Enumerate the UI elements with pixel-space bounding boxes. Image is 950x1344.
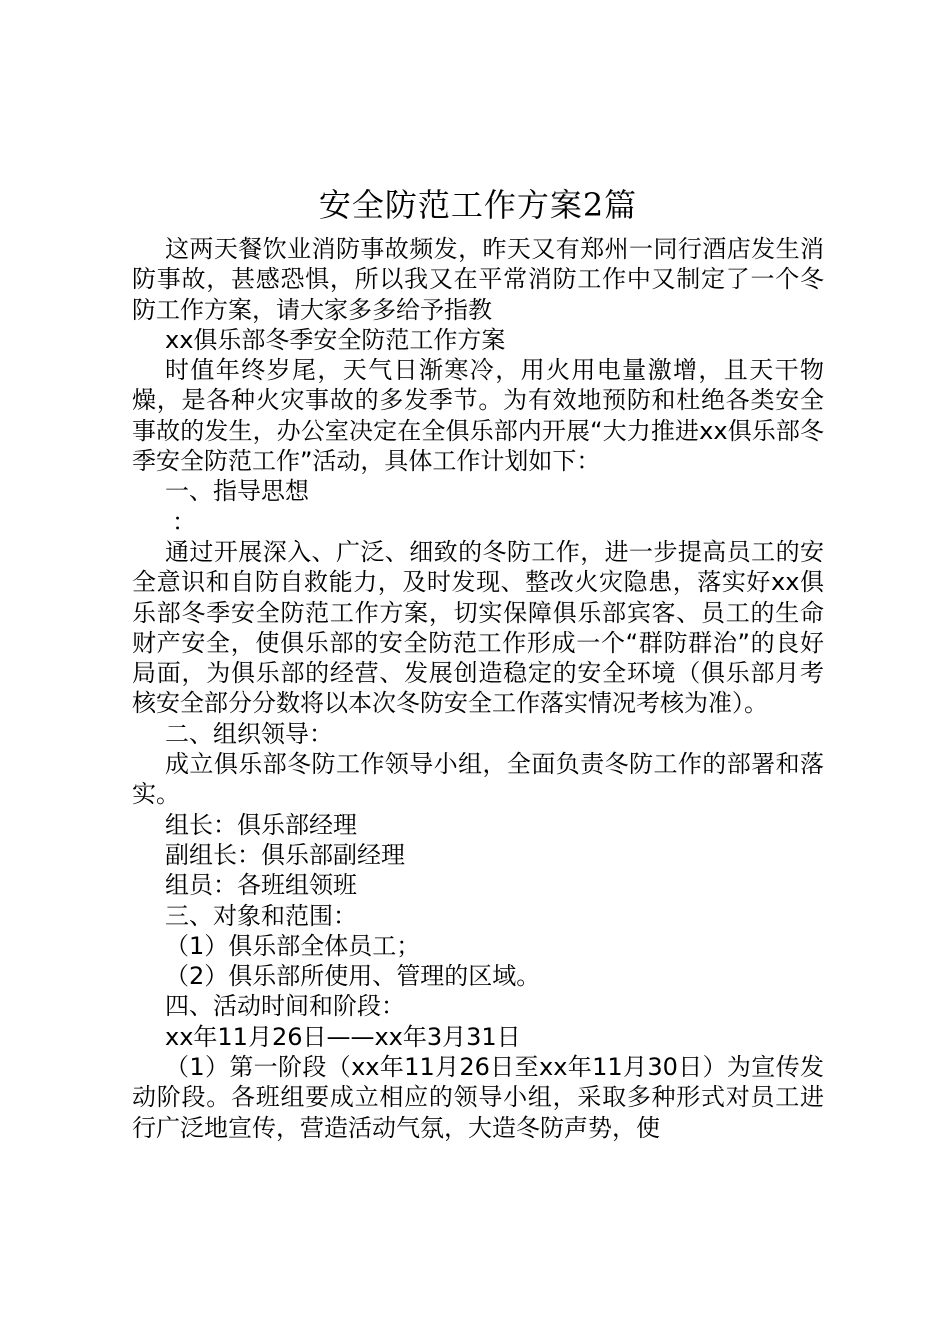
leader-line: 组长：俱乐部经理 (165, 810, 357, 839)
members-line: 组员：各班组领班 (165, 871, 357, 900)
phase-one-paragraph: （1）第一阶段（xx年11月26日至xx年11月30日）为宣传发动阶段。各班组要成立相应的领导小组，采取多种形式对员工进行广泛地宣传，营造活动气氛，大造冬防声势，使 (132, 1053, 824, 1142)
plan-heading: xx俱乐部冬季安全防范工作方案 (165, 325, 506, 354)
section-heading-2: 二、组织领导： (165, 719, 333, 748)
section-heading-3: 三、对象和范围： (165, 901, 357, 930)
organization-paragraph: 成立俱乐部冬防工作领导小组，全面负责冬防工作的部署和落实。 (132, 750, 824, 809)
document-title: 安全防范工作方案2篇 (318, 186, 638, 224)
section-heading-1: 一、指导思想 (165, 477, 309, 506)
guiding-idea-paragraph: 通过开展深入、广泛、细致的冬防工作，进一步提高员工的安全意识和自防自救能力，及时发现、整改火灾隐患，落实好xx俱乐部冬季安全防范工作方案，切实保障俱乐部宾客、员工的生命财产安全，使俱乐部的安全防范工作形成一个“群防群治”的良好局面，为俱乐部的经营、发展创造稳定的安全环境（俱乐部月考核安全部分分数将以本次冬防安全工作落实情况考核为准）。 (132, 537, 824, 718)
date-range-line: xx年11月26日——xx年3月31日 (165, 1022, 521, 1051)
colon-line: ： (172, 507, 196, 536)
scope-item-2: （2）俱乐部所使用、管理的区域。 (165, 962, 541, 991)
section-heading-4: 四、活动时间和阶段： (165, 992, 405, 1021)
intro-paragraph: 这两天餐饮业消防事故频发，昨天又有郑州一同行酒店发生消防事故，甚感恐惧，所以我又在平常消防工作中又制定了一个冬防工作方案，请大家多多给予指教 (132, 235, 824, 324)
deputy-leader-line: 副组长：俱乐部副经理 (165, 840, 405, 869)
document-page (132, 183, 824, 1143)
scope-item-1: （1）俱乐部全体员工； (165, 931, 421, 960)
background-paragraph: 时值年终岁尾，天气日渐寒冷，用火用电量激增，且天干物燥，是各种火灾事故的多发季节。为有效地预防和杜绝各类安全事故的发生，办公室决定在全俱乐部内开展“大力推进xx俱乐部冬季安全防范工作”活动，具体工作计划如下： (132, 356, 824, 476)
